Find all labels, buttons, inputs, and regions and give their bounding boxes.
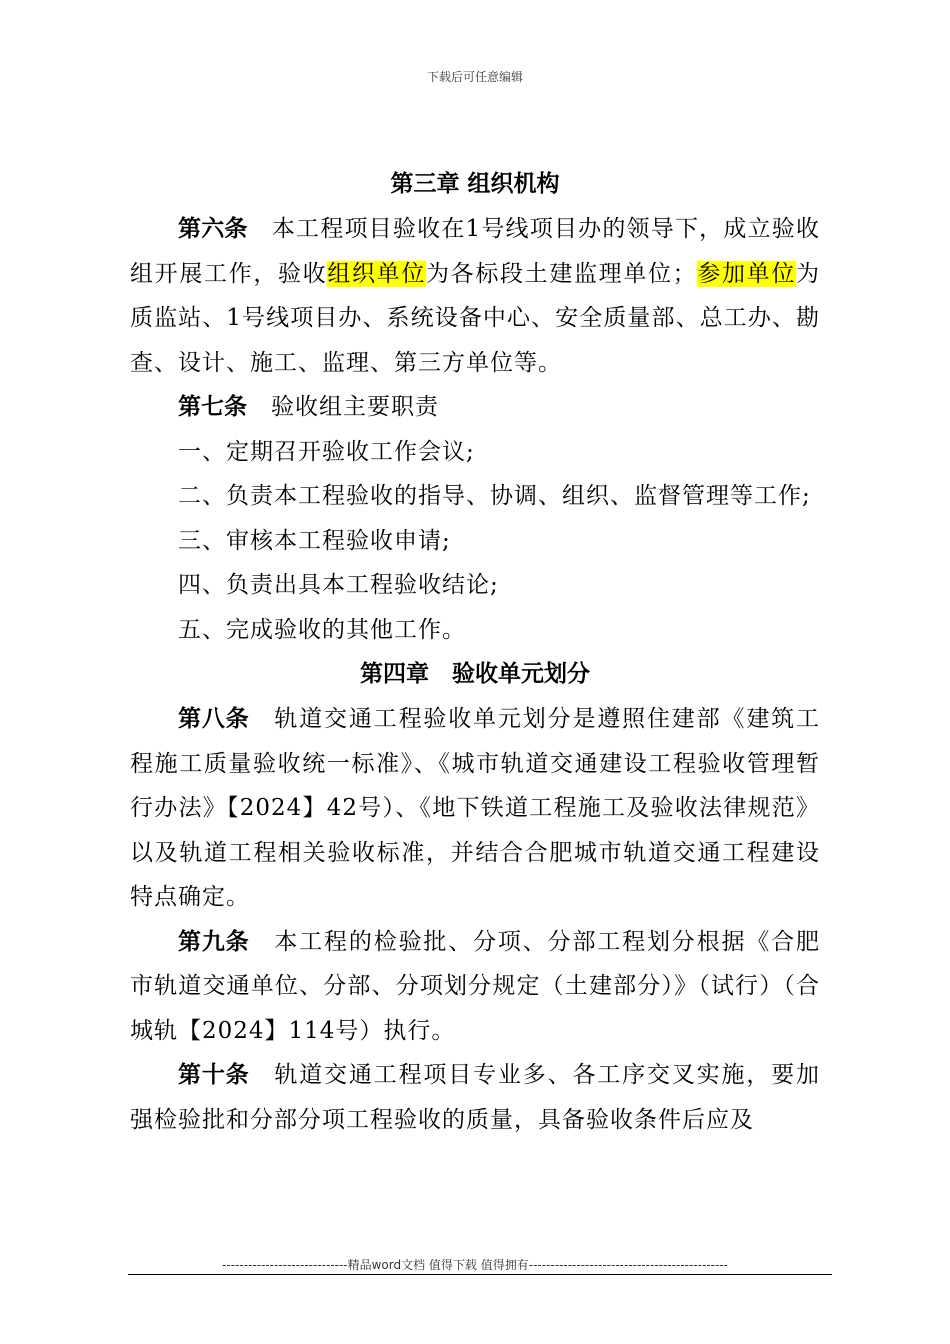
duty-item: 四、负责出具本工程验收结论;: [178, 572, 499, 598]
article-7: [130, 385, 820, 430]
duty-item: 二、负责本工程验收的指导、协调、组织、监督管理等工作;: [178, 483, 811, 509]
highlight-participant: 参加单位: [696, 260, 797, 287]
article-8-label: 第八条: [178, 706, 250, 732]
article-10-label: 第十条: [178, 1062, 250, 1088]
article-6-text-3: 为质监站、1号线项目办、系统设备中心、安全质量部、总工办、勘查、设计、施工、监理、第三方单位等。: [130, 260, 821, 376]
highlight-organizer: 组织单位: [327, 260, 427, 287]
duty-item: 五、完成验收的其他工作。: [178, 616, 466, 643]
article-7-text: 验收组主要职责: [271, 394, 439, 420]
article-9: [130, 920, 820, 1054]
article-10: [130, 1053, 820, 1142]
article-8-text: 轨道交通工程验收单元划分是遵照住建部《建筑工程施工质量验收统一标准》、《城市轨道交通建设工程验收管理暂行办法》【2024】42号）、《地下铁道工程施工及验收法律规范》以及轨道工程相关验收标准，并结合合肥城市轨道交通工程建设特点确定。: [130, 706, 821, 910]
article-9-text: 本工程的检验批、分项、分部工程划分根据《合肥市轨道交通单位、分部、分项划分规定（土建部分）》（试行）（合城轨【2024】114号）执行。: [130, 928, 821, 1044]
chapter-3-title: 第三章 组织机构: [390, 171, 560, 197]
article-6-text-1: 本工程项目验收在1号线项目办的领导下，成立验收组开展工作，验收: [130, 216, 820, 287]
article-6-label: 第六条: [178, 216, 248, 242]
duty-item: 一、定期召开验收工作会议;: [178, 438, 475, 465]
document-body: [130, 162, 820, 1142]
article-8: [130, 697, 820, 920]
article-10-text: 轨道交通工程项目专业多、各工序交叉实施，要加强检验批和分部分项工程验收的质量，具备验收条件后应及: [130, 1062, 821, 1133]
footer-rule: [128, 1274, 832, 1275]
duty-item: 三、审核本工程验收申请;: [178, 527, 451, 554]
page-footer: -----------------------------精品word文档 值得下载 值得拥有----------------------------------------------: [222, 1258, 728, 1272]
article-6: [130, 207, 820, 385]
article-9-label: 第九条: [178, 928, 250, 955]
article-7-label: 第七条: [178, 394, 247, 420]
article-6-text-2: 为各标段土建监理单位；: [426, 260, 697, 287]
page-header: 下载后可任意编辑: [426, 70, 523, 84]
chapter-4-title: 第四章 验收单元划分: [360, 661, 590, 687]
